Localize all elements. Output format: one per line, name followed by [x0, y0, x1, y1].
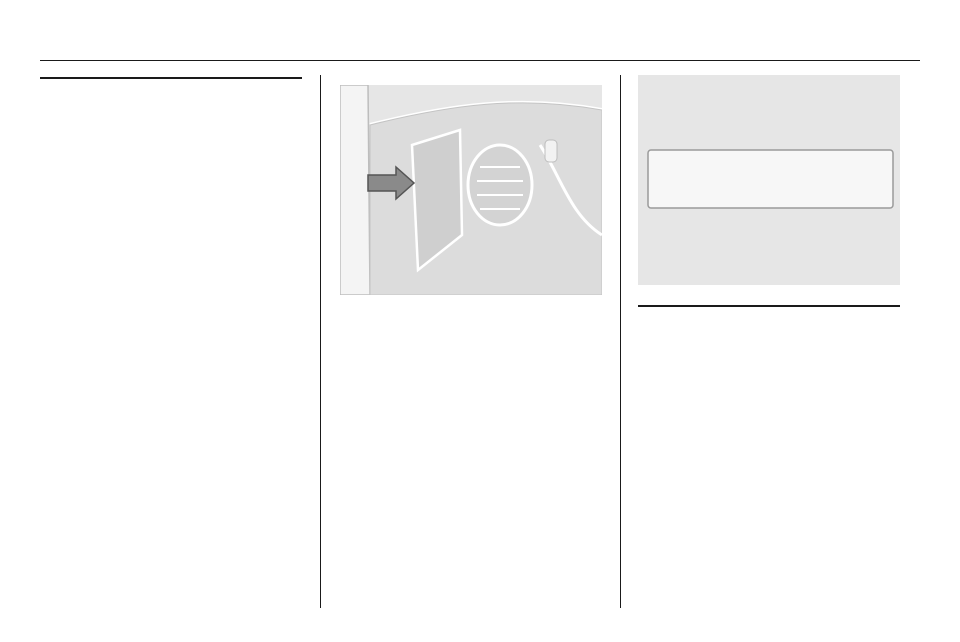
column-divider [620, 75, 621, 608]
fusebox-drawing [638, 75, 900, 285]
fuse-table-header [638, 303, 900, 307]
dashboard-fusebox-illustration [340, 85, 602, 295]
column-divider [320, 75, 321, 608]
column-3 [638, 75, 900, 307]
fusebox-layout-illustration [638, 75, 900, 285]
column-2 [340, 75, 602, 309]
column-1 [40, 75, 302, 96]
top-rule [40, 60, 920, 61]
dashboard-drawing [340, 85, 602, 295]
